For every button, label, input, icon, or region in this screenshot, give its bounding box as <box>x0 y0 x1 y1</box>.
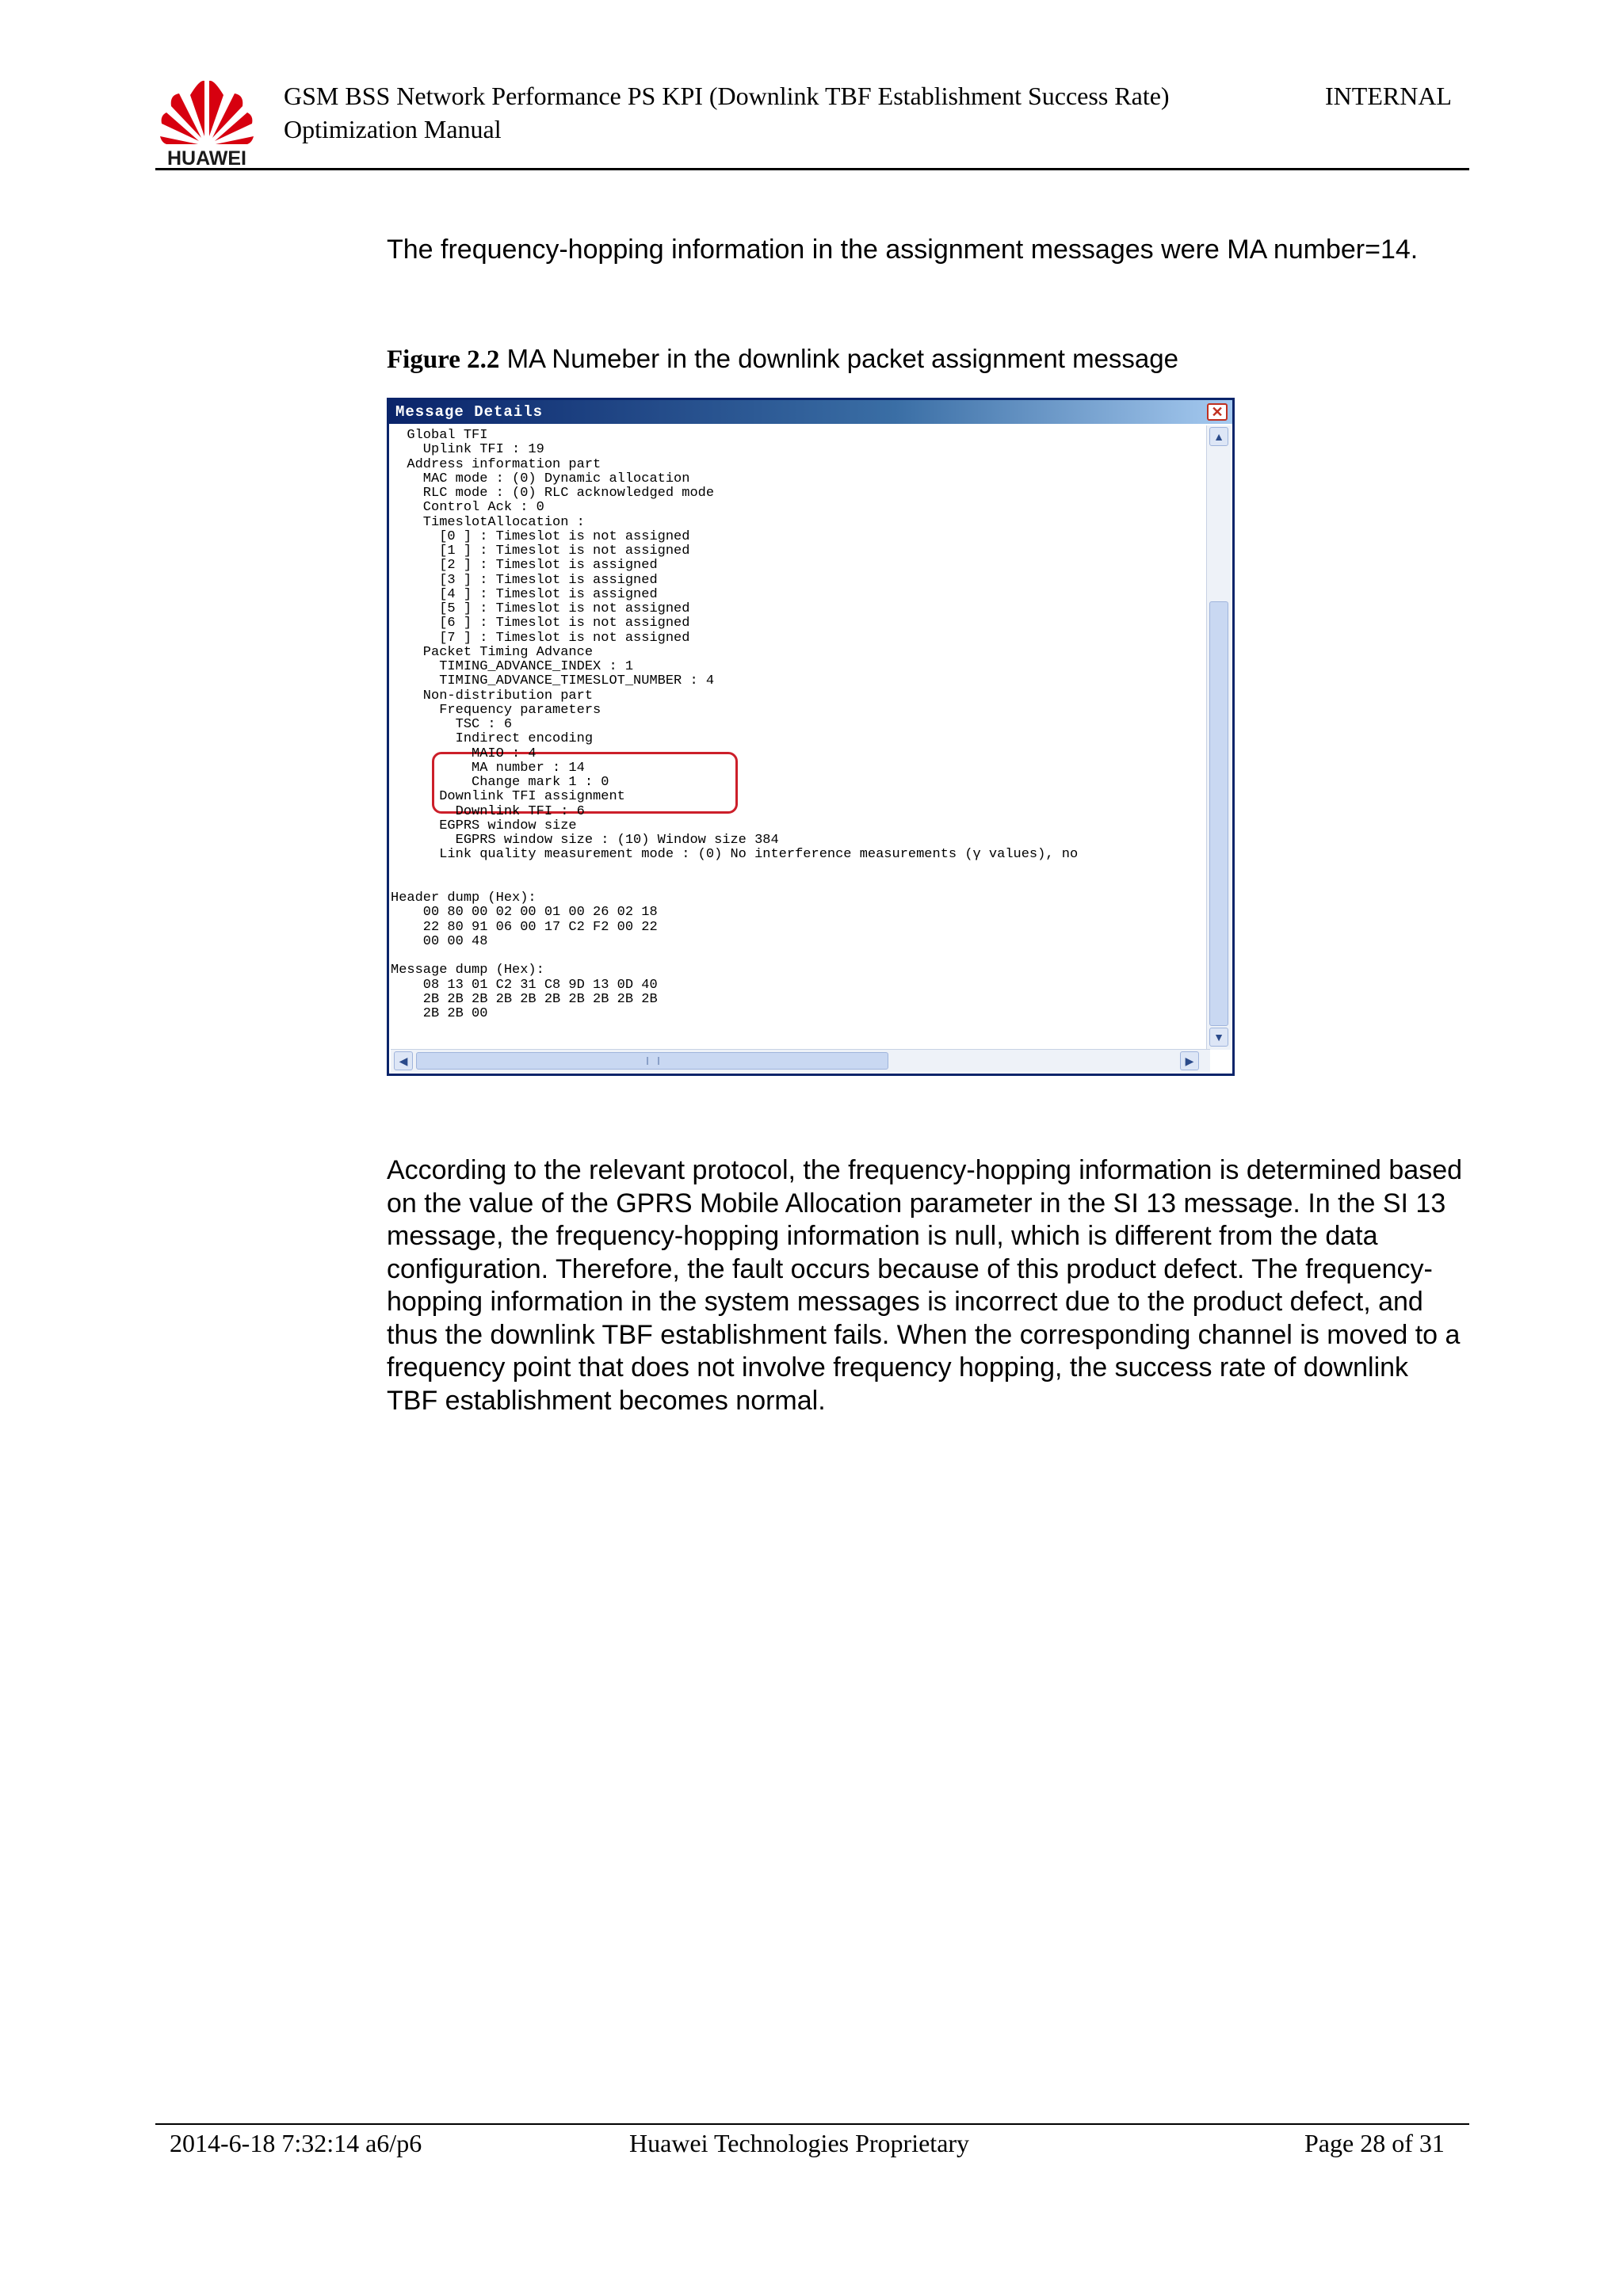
close-icon[interactable]: ✕ <box>1207 403 1228 421</box>
detail-line: MAC mode : (0) Dynamic allocation <box>391 471 690 486</box>
document-title-line2: Optimization Manual <box>284 115 502 143</box>
detail-line: TimeslotAllocation : <box>391 514 585 530</box>
message-details-window <box>387 398 1235 1076</box>
analysis-paragraph: According to the relevant protocol, the frequency-hopping information is determined based on the value of the GPRS Mobile Allocation parameter in the SI 13 message. In the SI 13 message, the frequency-hopping information is null, which is different from the data configuration. Therefore, the fault occurs because of this product defect. The frequency-hopping information in the system messages is incorrect due to the product defect, and thus the downlink TBF establishment fails. When the corresponding channel is moved to a frequency point that does not involve frequency hopping, the success rate of downlink TBF establishment becomes normal. <box>387 1155 1463 1416</box>
detail-line: RLC mode : (0) RLC acknowledged mode <box>391 486 715 501</box>
detail-line: Link quality measurement mode : (0) No interference measurements (γ values), no <box>391 847 1079 863</box>
scroll-right-arrow-icon[interactable]: ▶ <box>1180 1051 1199 1070</box>
footer-proprietary: Huawei Technologies Proprietary <box>629 2129 970 2157</box>
classification-label: INTERNAL <box>1325 82 1452 110</box>
detail-line: Non-distribution part <box>391 688 594 704</box>
detail-line: 00 00 48 <box>391 933 488 949</box>
detail-line: TSC : 6 <box>391 717 513 732</box>
horizontal-scroll-thumb[interactable] <box>416 1052 888 1070</box>
footer-page-number: Page 28 of 31 <box>1304 2129 1445 2157</box>
scroll-left-arrow-icon[interactable]: ◀ <box>394 1051 413 1070</box>
document-title <box>284 79 1274 146</box>
footer-timestamp: 2014-6-18 7:32:14 a6/p6 <box>170 2129 422 2157</box>
detail-line: [3 ] : Timeslot is assigned <box>391 572 658 588</box>
detail-line: Message dump (Hex): <box>391 963 544 978</box>
horizontal-scrollbar[interactable] <box>391 1049 1210 1072</box>
message-details-content <box>391 424 1196 1050</box>
detail-line: Packet Timing Advance <box>391 644 594 660</box>
detail-line: 2B 2B 2B 2B 2B 2B 2B 2B 2B 2B <box>391 991 658 1007</box>
scroll-down-arrow-icon[interactable]: ▼ <box>1209 1028 1228 1047</box>
detail-line: Control Ack : 0 <box>391 500 544 516</box>
detail-line: 22 80 91 06 00 17 C2 F2 00 22 <box>391 919 658 935</box>
detail-line: MAIO : 4 <box>391 746 537 761</box>
svg-text:HUAWEI: HUAWEI <box>167 147 246 170</box>
scroll-up-arrow-icon[interactable]: ▲ <box>1209 427 1228 446</box>
figure-caption <box>387 342 1178 376</box>
window-titlebar <box>389 400 1232 424</box>
detail-line: Header dump (Hex): <box>391 891 537 906</box>
huawei-logo <box>155 74 258 170</box>
detail-line: [6 ] : Timeslot is not assigned <box>391 616 690 631</box>
detail-line: 00 80 00 02 00 01 00 26 02 18 <box>391 905 658 921</box>
figure-caption-text: MA Numeber in the downlink packet assignment message <box>506 344 1178 373</box>
detail-line: Uplink TFI : 19 <box>391 442 544 458</box>
intro-paragraph: The frequency-hopping information in the assignment messages were MA number=14. <box>387 235 1419 265</box>
detail-line: EGPRS window size <box>391 818 577 833</box>
detail-line: 08 13 01 C2 31 C8 9D 13 0D 40 <box>391 977 658 993</box>
detail-line: Change mark 1 : 0 <box>391 775 609 790</box>
detail-line: [7 ] : Timeslot is not assigned <box>391 630 690 646</box>
detail-line: [2 ] : Timeslot is assigned <box>391 558 658 574</box>
footer-divider <box>155 2123 1469 2125</box>
detail-line: Address information part <box>391 456 601 472</box>
detail-line: MA number : 14 <box>391 760 585 776</box>
vertical-scroll-thumb[interactable] <box>1209 601 1228 1026</box>
document-title-line1: GSM BSS Network Performance PS KPI (Downlink TBF Establishment Success Rate) <box>284 82 1170 110</box>
detail-line: [5 ] : Timeslot is not assigned <box>391 601 690 616</box>
detail-line: [1 ] : Timeslot is not assigned <box>391 543 690 559</box>
header-divider <box>155 168 1469 170</box>
detail-line: Global TFI <box>391 428 488 443</box>
figure-label: Figure 2.2 <box>387 345 500 374</box>
detail-line: 2B 2B 00 <box>391 1006 488 1021</box>
window-title: Message Details <box>395 403 544 421</box>
detail-line: Downlink TFI : 6 <box>391 803 585 819</box>
detail-line: [4 ] : Timeslot is assigned <box>391 586 658 602</box>
detail-line: Downlink TFI assignment <box>391 789 625 805</box>
detail-line: Indirect encoding <box>391 731 594 747</box>
detail-line: TIMING_ADVANCE_TIMESLOT_NUMBER : 4 <box>391 673 715 689</box>
scroll-grip-icon <box>647 1057 659 1065</box>
vertical-scrollbar[interactable] <box>1206 425 1231 1050</box>
detail-line: TIMING_ADVANCE_INDEX : 1 <box>391 659 634 674</box>
detail-line: Frequency parameters <box>391 702 601 718</box>
detail-line: [0 ] : Timeslot is not assigned <box>391 528 690 544</box>
detail-line: EGPRS window size : (10) Window size 384 <box>391 833 779 848</box>
